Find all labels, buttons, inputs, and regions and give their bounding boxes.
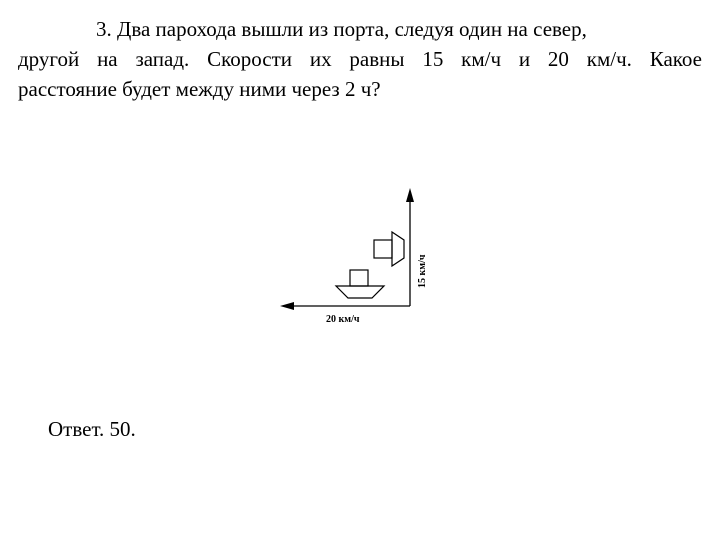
answer-text: Ответ. 50. [48,417,136,441]
problem-statement [18,14,702,104]
ships-diagram [260,180,460,340]
west-speed-label: 20 км/ч [326,314,360,325]
problem-line-3: расстояние будет между ними через 2 ч? [18,77,381,101]
north-arrow-head [406,188,414,202]
north-ship-icon [374,232,404,266]
north-speed-label: 15 км/ч [417,254,428,288]
problem-line-1: 3. Два парохода вышли из порта, следуя один на север, [96,17,587,41]
west-arrow-head [280,302,294,310]
problem-line-2: другой на запад. Скорости их равны 15 км/ч и 20 км/ч. Какое [18,47,702,71]
west-ship-icon [336,270,384,298]
